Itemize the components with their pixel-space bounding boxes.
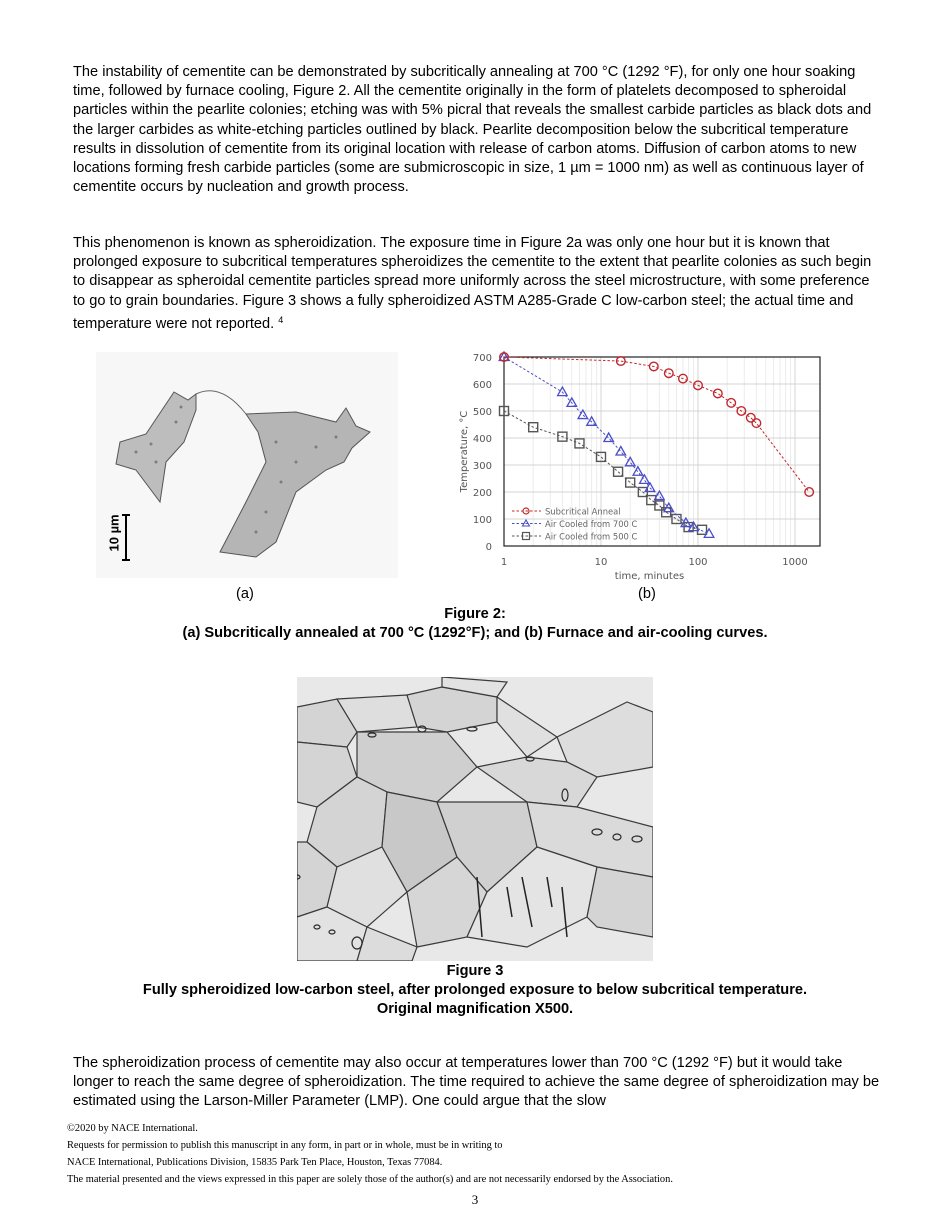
- figure-2b-label: (b): [638, 586, 656, 602]
- figure-3-caption-line-1: Fully spheroidized low-carbon steel, after prolonged exposure to below subcritical temperature.: [142, 982, 808, 998]
- reference-superscript: 4: [278, 314, 284, 325]
- footer-address: NACE International, Publications Division, 15835 Park Ten Place, Houston, Texas 77084.: [67, 1157, 443, 1168]
- x-tick-label: 1000: [782, 557, 808, 568]
- figure-2a-micrograph: [96, 352, 398, 578]
- body-paragraph-3: The spheroidization process of cementite may also occur at temperatures lower than 700 °C (1292 °F) but it would take longer to reach the same degree of spheroidization. The time required to achieve the same degree of spheroidization may be estimated using the Larson-Miller Parameter (LMP). One could argue that the slow: [73, 1055, 880, 1110]
- figure-2-caption: (a) Subcritically annealed at 700 °C (1292°F); and (b) Furnace and air-cooling curves.: [182, 625, 768, 641]
- chart-legend: [512, 507, 638, 542]
- body-paragraph-1: The instability of cementite can be demonstrated by subcritically annealing at 700 °C (1292 °F), for only one hour soaking time, followed by furnace cooling, Figure 2. All the cementite originally in the form of platelets decomposed to spheroidal particles within the pearlite colonies; etching was with 5% picral that reveals the smallest carbide particles as black dots and the larger carbides as white-etching particles outlined by black. Pearlite decomposition below the subcritical temperature results in dissolution of cementite from its original location with release of carbon atoms. Diffusion of carbon atoms to new locations forming fresh carbide particles (some are submicroscopic in size, 1 µm = 1000 nm) as well as continuous layer of cementite occurs by nucleation and growth process.: [73, 64, 872, 196]
- legend-label: Subcritical Anneal: [545, 506, 621, 517]
- legend-label: Air Cooled from 700 C: [545, 519, 638, 529]
- y-tick-label: 600: [472, 380, 492, 391]
- legend-label: Air Cooled from 500 C: [545, 531, 638, 542]
- figure-3-micrograph: [297, 677, 653, 961]
- spheroidized-steel-illustration: [297, 677, 653, 961]
- figure-2a-label: (a): [236, 586, 254, 602]
- micrograph-illustration: [96, 352, 398, 578]
- series-subcritical-anneal: [500, 353, 814, 497]
- y-tick-label: 200: [472, 488, 492, 499]
- y-tick-label: 100: [472, 515, 492, 526]
- figure-3-title: Figure 3: [446, 963, 504, 979]
- y-tick-label: 400: [472, 434, 492, 445]
- figure-2-title: Figure 2:: [444, 606, 506, 622]
- cooling-curves-plot: [455, 347, 825, 587]
- y-tick-label: 300: [472, 461, 492, 472]
- footer-disclaimer: The material presented and the views expressed in this paper are solely those of the author(s) and are not necessarily endorsed by the Association.: [67, 1174, 673, 1185]
- x-tick-label: 100: [688, 557, 708, 568]
- y-axis-label: Temperature, °C: [459, 410, 470, 493]
- page-number: 3: [471, 1192, 479, 1207]
- x-tick-label: 10: [594, 557, 608, 568]
- figure-3-caption-line-2: Original magnification X500.: [376, 1001, 574, 1017]
- footer-copyright: ©2020 by NACE International.: [67, 1123, 198, 1134]
- y-tick-label: 500: [472, 407, 492, 418]
- scale-bar-label: 10 µm: [106, 514, 122, 552]
- body-paragraph-2: [73, 234, 883, 334]
- x-axis-label: time, minutes: [614, 571, 685, 582]
- y-tick-label: 700: [472, 353, 492, 364]
- footer-permission: Requests for permission to publish this manuscript in any form, in part or in whole, must be in writing to: [67, 1140, 503, 1151]
- figure-2b-chart: [455, 347, 825, 587]
- paragraph-2-text: This phenomenon is known as spheroidization. The exposure time in Figure 2a was only one hour but it is known that prolonged exposure to subcritical temperatures spheroidizes the cementite to the extent that pearlite colonies as such begin to disappear as spheroidal cementite particles spread more uniformly across the steel microstructure, with some preference to go to grain boundaries. Figure 3 shows a fully spheroidized ASTM A285-Grade C low-carbon steel; the actual time and temperature were not reported.: [73, 235, 872, 332]
- y-tick-label: 0: [485, 542, 492, 553]
- x-tick-label: 1: [500, 557, 508, 568]
